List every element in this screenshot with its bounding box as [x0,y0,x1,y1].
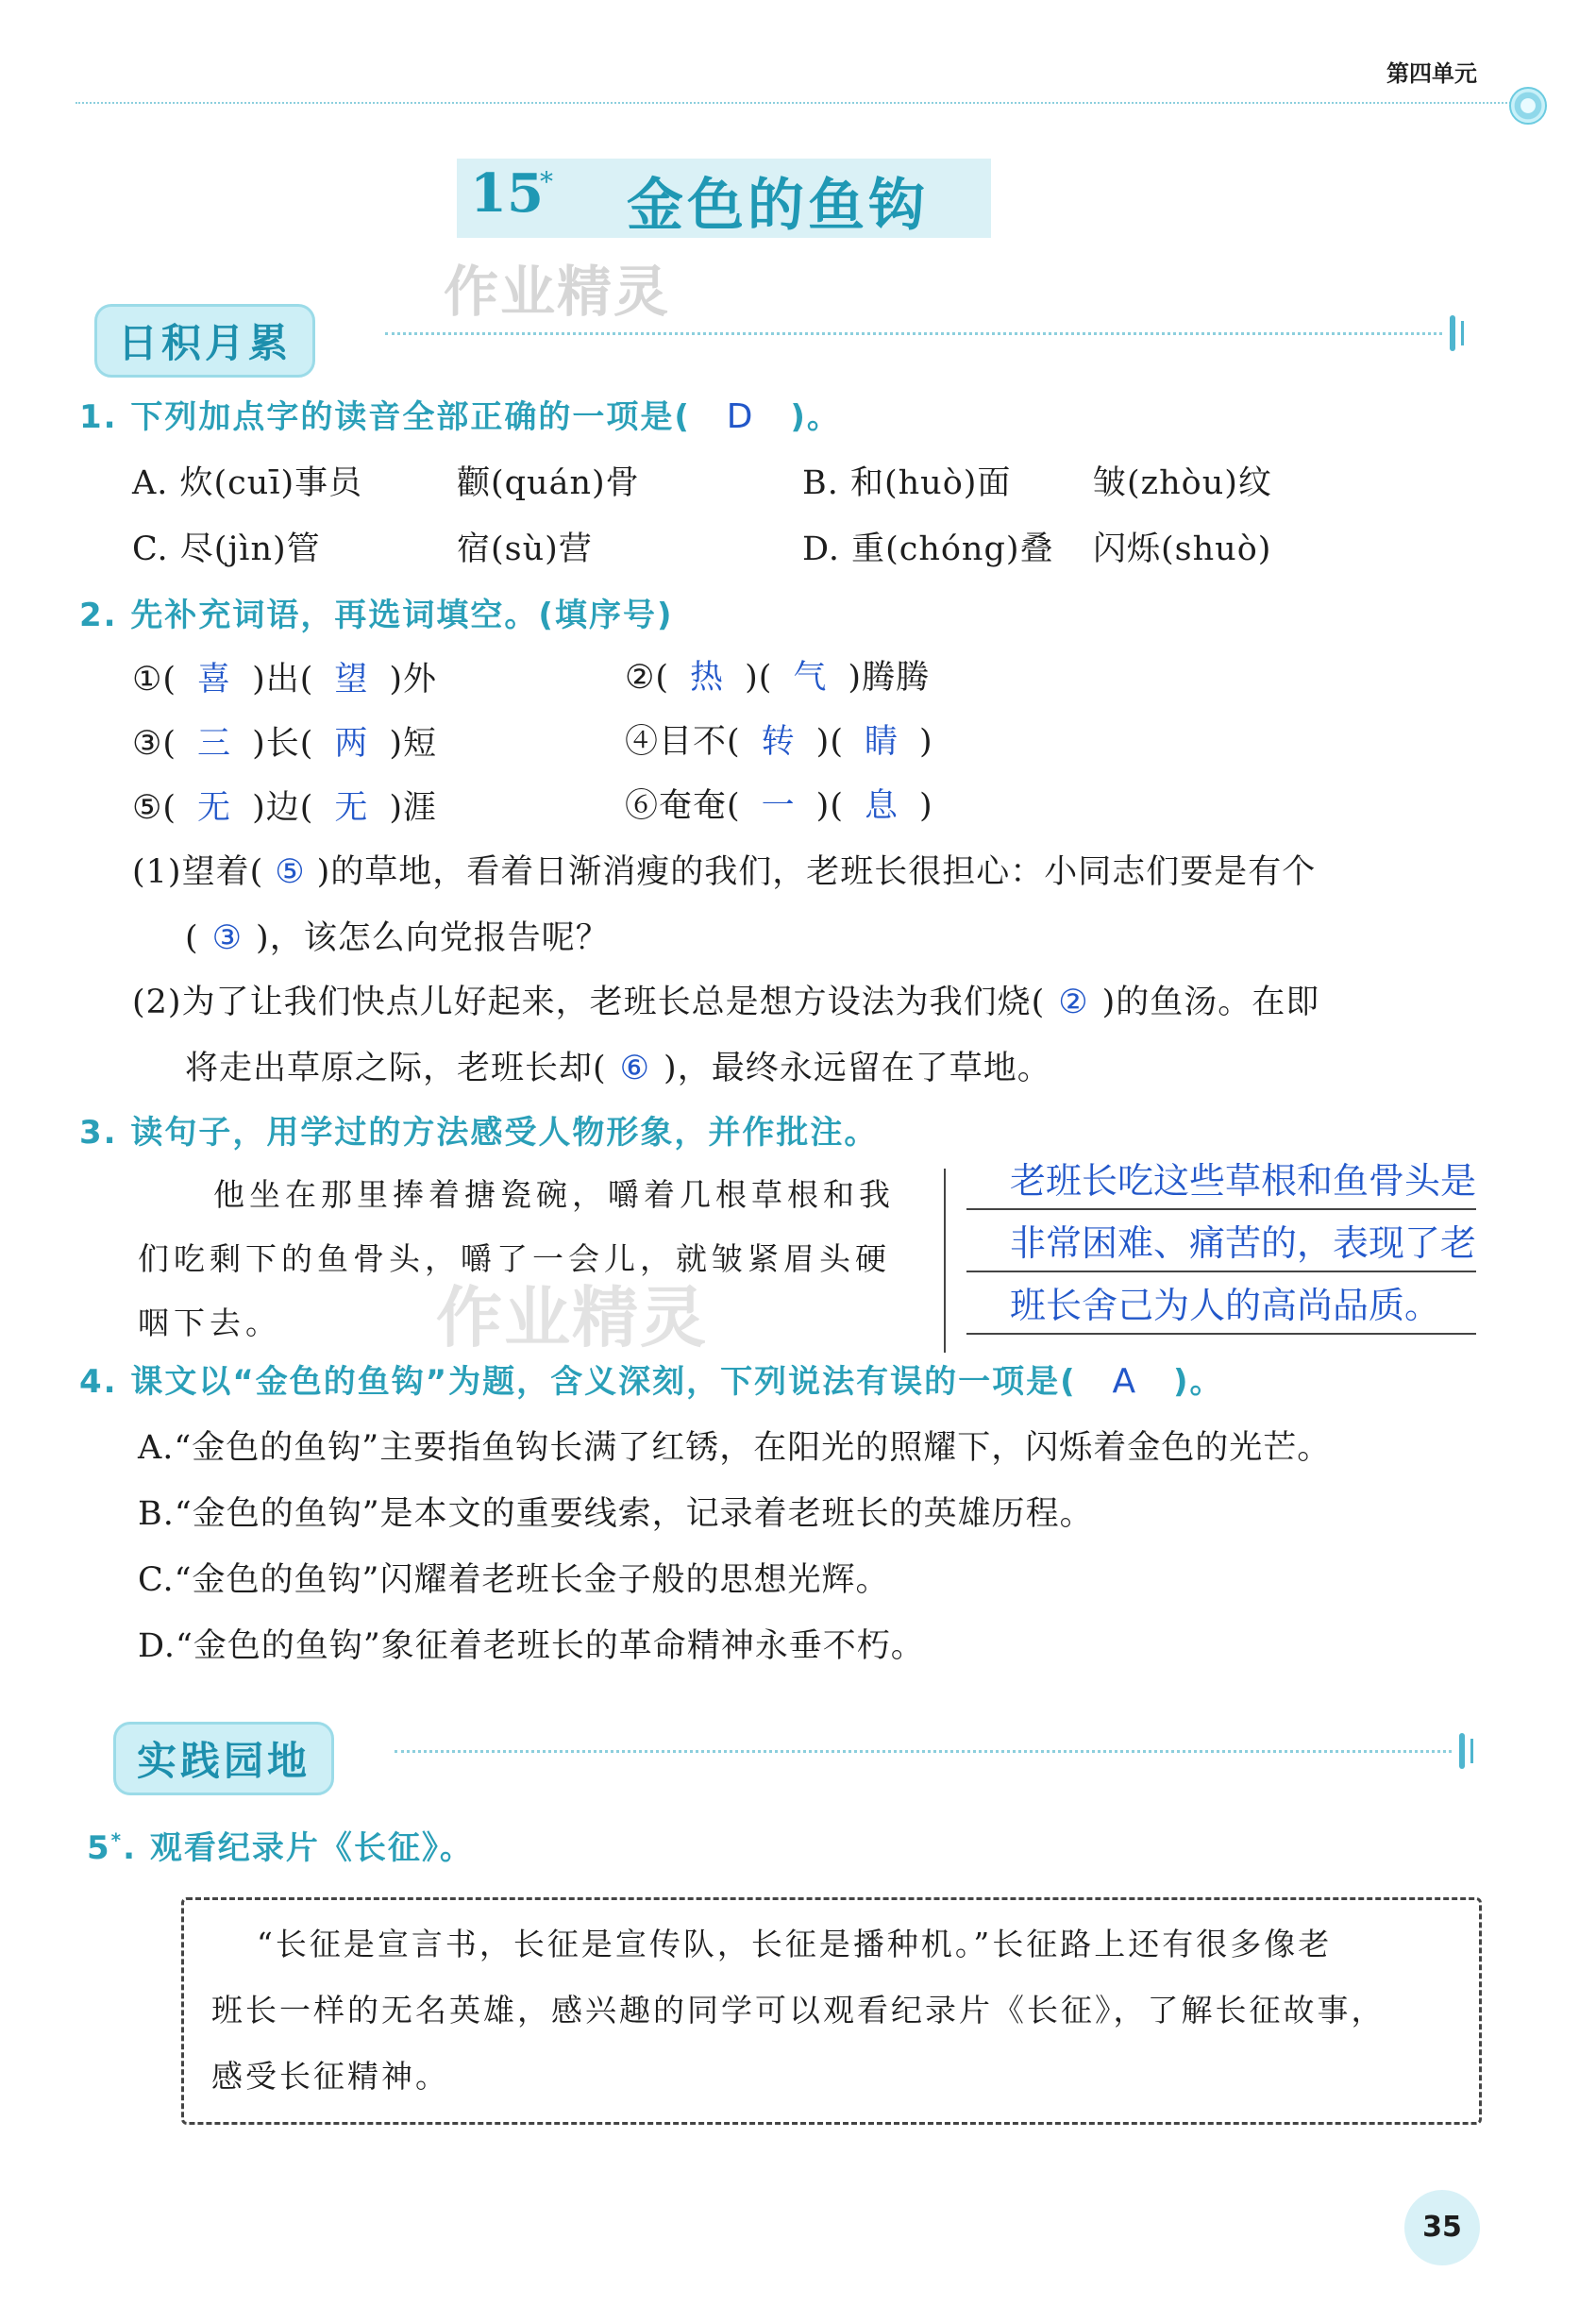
q5-text-line: 感受长征精神。 [211,2058,449,2095]
watermark-middle: 作业精灵 [436,1279,708,1356]
q3-passage-line: 们吃剩下的鱼骨头，嚼了一会儿，就皱紧眉头硬 [138,1240,891,1277]
q1-option-a1: A. 炊(cuī)事员 [132,464,363,502]
q3-note-line: 非常困难、痛苦的，表现了老 [1010,1222,1477,1264]
q1-option-d1: D. 重(chóng)叠 [802,530,1054,568]
q1-option-d2: 闪烁(shuò) [1093,530,1272,568]
question-4 [79,1355,1224,1402]
q2-answer: 三 [197,725,232,763]
q2-item-2: ②( 热 )( 气 )腾腾 [625,659,931,697]
q1-option-c2: 宿(sù)营 [457,530,593,568]
unit-label: 第四单元 [1386,60,1477,87]
q2-fill: ③ [211,919,244,957]
q2-answer: 睛 [864,723,899,761]
q2-stem: 2. 先补充词语，再选词填空。(填序号) [79,597,674,634]
q3-note-line: 班长舍己为人的高尚品质。 [1010,1285,1441,1326]
q5-stem: . 观看纪录片《长征》。 [123,1829,474,1867]
q2-item-5: ⑤( 无 )边( 无 )涯 [132,789,438,827]
q2-sentence-1-cont: ( ③ )，该怎么向党报告呢？ [185,919,610,957]
q2-item-4: ④目不( 转 )( 睛 ) [625,723,933,761]
header-divider [76,102,1530,104]
q3-note-line: 老班长吃这些草根和鱼骨头是 [1010,1160,1477,1202]
lesson-star: * [540,166,553,197]
q4-option-c: C.“金色的鱼钩”闪耀着老班长金子般的思想光辉。 [138,1561,890,1599]
q2-item-3: ③( 三 )长( 两 )短 [132,725,438,763]
q2-fill: ⑥ [619,1050,651,1087]
q2-answer: 两 [334,725,369,763]
q2-answer: 一 [761,787,796,825]
q4-option-d: D.“金色的鱼钩”象征着老班长的革命精神永垂不朽。 [138,1627,925,1665]
section-end-mark [1450,315,1455,351]
q1-option-a2: 颧(quán)骨 [457,464,640,502]
q2-fill: ⑤ [275,853,306,891]
q2-sentence-2-cont: 将走出草原之际，老班长却( ⑥ )，最终永远留在了草地。 [185,1050,1051,1087]
q5-text-line: “长征是宣言书，长征是宣传队，长征是播种机。”长征路上还有很多像老 [257,1926,1333,1962]
q1-option-b2: 皱(zhòu)纹 [1093,464,1272,502]
q4-option-b: B.“金色的鱼钩”是本文的重要线索，记录着老班长的英雄历程。 [138,1495,1094,1533]
section-end-mark [1459,1733,1465,1769]
q2-answer: 无 [197,789,232,827]
q1-option-b1: B. 和(huò)面 [802,464,1012,502]
lesson-number: 15 [470,162,544,225]
q1-stem-end: )。 [790,398,841,436]
q4-answer: A [1112,1362,1138,1401]
q3-passage-line: 咽下去。 [138,1305,281,1341]
section-heading-daily: 日积月累 [94,304,315,378]
q5-number: 5 [87,1829,111,1867]
question-1 [79,391,841,437]
q4-option-a: A.“金色的鱼钩”主要指鱼钩长满了红锈，在阳光的照耀下，闪烁着金色的光芒。 [138,1429,1332,1467]
section-end-mark [1470,1739,1473,1763]
q5-text-line: 班长一样的无名英雄，感兴趣的同学可以观看纪录片《长征》，了解长征故事， [211,1992,1386,2028]
section-end-mark [1461,321,1464,345]
lesson-title: 金色的鱼钩 [627,173,929,239]
q4-stem-end: )。 [1172,1363,1224,1401]
question-5 [87,1822,474,1868]
q2-item-6: ⑥奄奄( 一 )( 息 ) [625,787,933,825]
q1-stem: 1. 下列加点字的读音全部正确的一项是( [79,398,691,436]
page-number: 35 [1404,2190,1480,2265]
q1-option-c1: C. 尽(jìn)管 [132,530,321,568]
q5-star: * [110,1828,124,1852]
q3-stem: 3. 读句子，用学过的方法感受人物形象，并作批注。 [79,1114,879,1152]
q2-answer: 无 [334,789,369,827]
section-divider [395,1750,1452,1753]
q2-sentence-1: (1)望着( ⑤ )的草地，看着日渐消瘦的我们，老班长很担心：小同志们要是有个 [132,853,1317,891]
q2-item-1: ①( 喜 )出( 望 )外 [132,661,438,699]
q1-answer: D [726,397,755,436]
watermark-top: 作业精灵 [444,260,671,324]
section-divider [385,332,1442,335]
header-dot-icon [1509,87,1547,125]
section-heading-practice: 实践园地 [113,1722,334,1795]
q2-answer: 息 [864,787,899,825]
q2-answer: 转 [761,723,796,761]
q2-answer: 气 [793,659,828,697]
q3-passage-line: 他坐在那里捧着搪瓷碗，嚼着几根草根和我 [213,1176,895,1213]
q2-answer: 热 [690,659,725,697]
q2-fill: ② [1058,984,1089,1021]
q2-answer: 望 [334,661,369,699]
q4-stem: 4. 课文以“金色的鱼钩”为题，含义深刻，下列说法有误的一项是( [79,1363,1077,1401]
q2-answer: 喜 [197,661,232,699]
q2-sentence-2: (2)为了让我们快点儿好起来，老班长总是想方设法为我们烧( ② )的鱼汤。在即 [132,984,1320,1021]
